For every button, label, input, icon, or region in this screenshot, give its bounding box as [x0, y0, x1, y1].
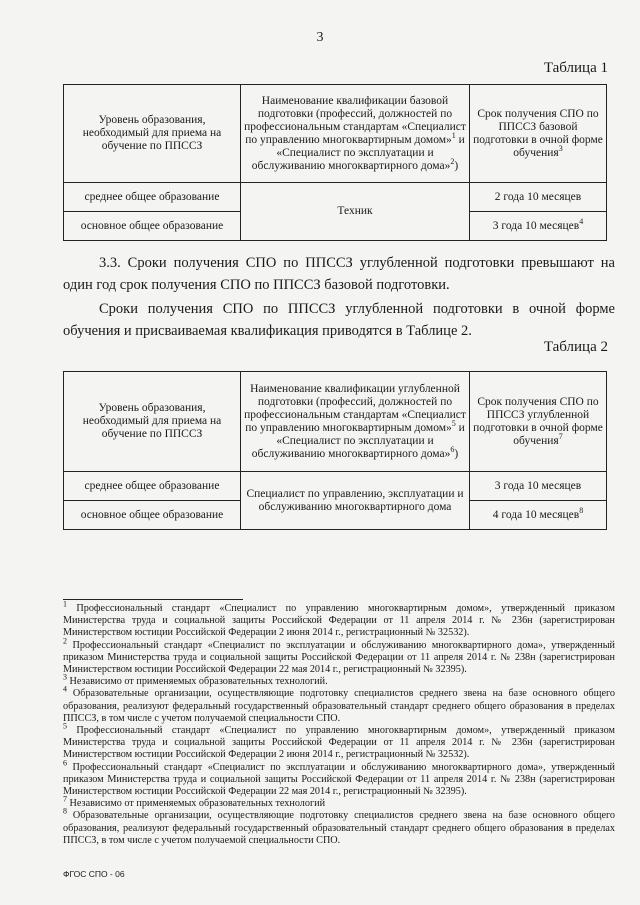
table1-row1-level: среднее общее образование: [64, 183, 241, 212]
table1-header-level: Уровень образования, необходимый для приема на обучение по ППССЗ: [64, 85, 241, 183]
table2-caption: Таблица 2: [543, 339, 608, 355]
footnote-8: $^8$ Образовательные организации, осуществляющие подготовку специалистов среднего звена на базе основного общего образования, реализуют федеральный государственный образовательный стандарт среднего общего образования в пределах ППССЗ, в том числе с учетом получаемой специальности СПО.: [63, 807, 615, 846]
table2-header-level: Уровень образования, необходимый для приема на обучение по ППССЗ: [64, 372, 241, 472]
table2-qualification-value: Специалист по управлению, эксплуатации и обслуживанию многоквартирного дома: [241, 472, 470, 530]
paragraph-table2-intro: Сроки получения СПО по ППССЗ углубленной подготовки в очной форме обучения и присваиваемая квалификация приводятся в Таблице 2.: [63, 301, 615, 339]
footnote-5: $^5$ Профессиональный стандарт «Специалист по управлению многоквартирным домом», утвержденный приказом Министерства труда и социальной защиты Российской Федерации от 11 апреля 2014 г. № 236н (зарегистрирован Министерством юстиции Российской Федерации 2 июня 2014 г., регистрационный № 32532).: [63, 721, 615, 761]
table2-header-term: Срок получения СПО по ППССЗ углубленной подготовки в очной форме обучения$^7$: [470, 372, 607, 472]
table-row: [64, 472, 607, 501]
footnote-2: $^2$ Профессиональный стандарт «Специалист по эксплуатации и обслуживанию многоквартирного дома», утвержденный приказом Министерства труда и социальной защиты Российской Федерации от 11 апреля 2014 г. № 238н (зарегистрирован Министерством юстиции Российской Федерации 22 мая 2014 г., регистрационный № 32395).: [63, 636, 615, 676]
footnote-1: $^1$ Профессиональный стандарт «Специалист по управлению многоквартирным домом», утвержденный приказом Министерства труда и социальной защиты Российской Федерации от 11 апреля 2014 г. № 236н (зарегистрирован Министерством юстиции Российской Федерации 2 июня 2014 г., регистрационный № 32532).: [63, 599, 615, 639]
table1-header-row: [64, 85, 607, 183]
table2-row1-term: 3 года 10 месяцев: [470, 472, 607, 501]
footnote-4: $^4$ Образовательные организации, осуществляющие подготовку специалистов среднего звена на базе основного общего образования, реализуют федеральный государственный образовательный стандарт среднего общего образования в пределах ППССЗ, в том числе с учетом получаемой специальности СПО.: [63, 685, 615, 724]
table1-caption: Таблица 1: [543, 60, 608, 76]
footnote-3: $^3$ Независимо от применяемых образовательных технологий.: [63, 672, 328, 688]
footnote-7: $^7$ Независимо от применяемых образовательных технологий: [63, 794, 326, 810]
table2-header-row: [64, 372, 607, 472]
table2-row1-level: среднее общее образование: [64, 472, 241, 501]
table1: [63, 84, 607, 241]
footnote-separator: [63, 599, 243, 600]
table1-qualification-value: Техник: [241, 183, 470, 241]
table1-header-term: Срок получения СПО по ППССЗ базовой подготовки в очной форме обучения$^3$: [470, 85, 607, 183]
table2: [63, 371, 607, 530]
table1-header-qualification: Наименование квалификации базовой подготовки (профессий, должностей по профессиональным стандартам «Специалист по управлению многоквартирным домом»$^1$ и «Специалист по эксплуатации и обслуживанию многоквартирного дома»$^2$): [241, 85, 470, 183]
footnotes: [63, 599, 615, 847]
paragraph-3-3: 3.3. Сроки получения СПО по ППССЗ углубленной подготовки превышают на один год срок получения СПО по ППССЗ базовой подготовки.: [63, 255, 615, 293]
table1-row2-term: 3 года 10 месяцев$^4$: [470, 212, 607, 241]
footnote-6: $^6$ Профессиональный стандарт «Специалист по эксплуатации и обслуживанию многоквартирного дома», утвержденный приказом Министерства труда и социальной защиты Российской Федерации от 11 апреля 2014 г. № 238н (зарегистрирован Министерством юстиции Российской Федерации 22 мая 2014 г., регистрационный № 32395).: [63, 758, 615, 798]
table-row: [64, 183, 607, 212]
table1-row2-level: основное общее образование: [64, 212, 241, 241]
table1-row1-term: 2 года 10 месяцев: [470, 183, 607, 212]
table2-header-qualification: Наименование квалификации углубленной подготовки (профессий, должностей по профессиональным стандартам «Специалист по управлению многоквартирным домом»$^5$ и «Специалист по эксплуатации и обслуживанию многоквартирного дома»$^6$): [241, 372, 470, 472]
page-number: 3: [316, 30, 324, 45]
table2-row2-term: 4 года 10 месяцев$^8$: [470, 501, 607, 530]
table2-row2-level: основное общее образование: [64, 501, 241, 530]
page-footer: ФГОС СПО - 06: [63, 869, 125, 879]
